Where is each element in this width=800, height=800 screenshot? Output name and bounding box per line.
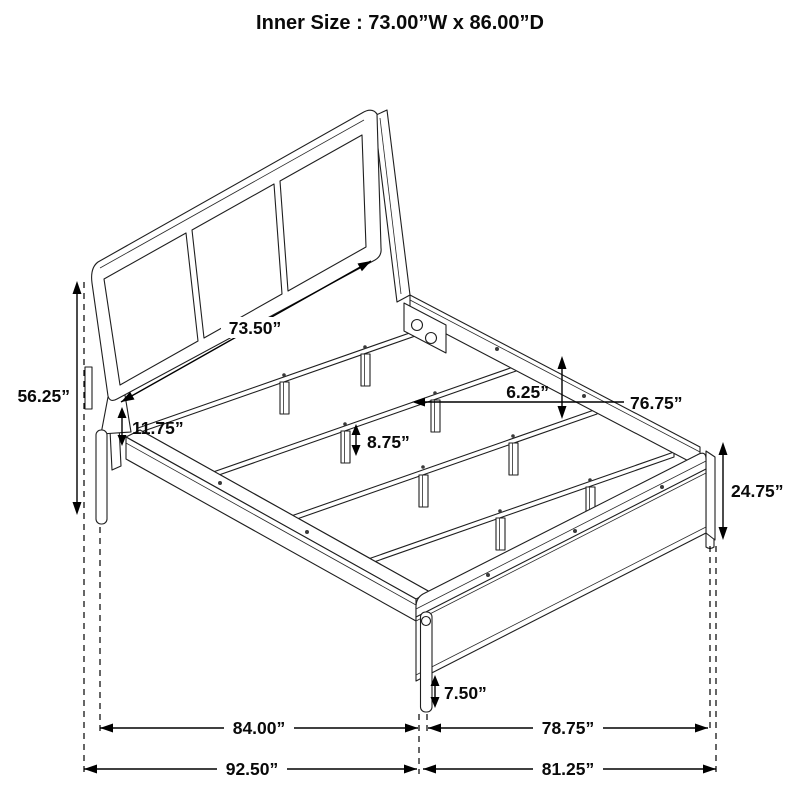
dim-slat-leg-height [352, 424, 410, 456]
dim-overall-depth [84, 758, 417, 779]
dim-footboard-height-label: 24.75” [731, 481, 784, 501]
dim-headboard-height [17, 281, 81, 515]
dim-rail-offset-label: 11.75” [132, 418, 184, 438]
left-side-rail [126, 430, 430, 621]
dim-slat-length-label: 76.75” [630, 393, 683, 413]
bracket-hole [426, 333, 437, 344]
dim-overall-depth-label: 92.50” [225, 759, 279, 779]
dim-inner-depth [100, 717, 418, 738]
dim-headboard-width-label: 73.50” [228, 318, 282, 338]
bracket-hole [412, 320, 423, 331]
dim-inner-width-footboard [428, 717, 708, 738]
dim-headboard-height-label: 56.25” [17, 386, 70, 406]
dim-slat-gap-label: 6.25” [506, 382, 549, 402]
corner-bolt [422, 617, 431, 626]
dim-inner-width-footboard-label: 78.75” [541, 718, 595, 738]
headboard-front-leg [96, 430, 107, 524]
dim-footboard-leg-height-label: 7.50” [444, 683, 487, 703]
headboard-rail-hook-plate [85, 367, 92, 409]
dim-overall-width-label: 81.25” [541, 759, 595, 779]
diagram-title: Inner Size : 73.00”W x 86.00”D [256, 12, 544, 34]
slat [196, 365, 519, 483]
footboard-right-post [706, 451, 715, 540]
dim-inner-depth-label: 84.00” [232, 718, 286, 738]
dim-slat-leg-height-label: 8.75” [367, 432, 410, 452]
footboard-front-leg [421, 612, 433, 712]
right-side-rail [404, 295, 700, 467]
dim-footboard-leg-height [431, 675, 487, 708]
dim-overall-width [423, 758, 716, 779]
dim-footboard-height [719, 442, 784, 540]
